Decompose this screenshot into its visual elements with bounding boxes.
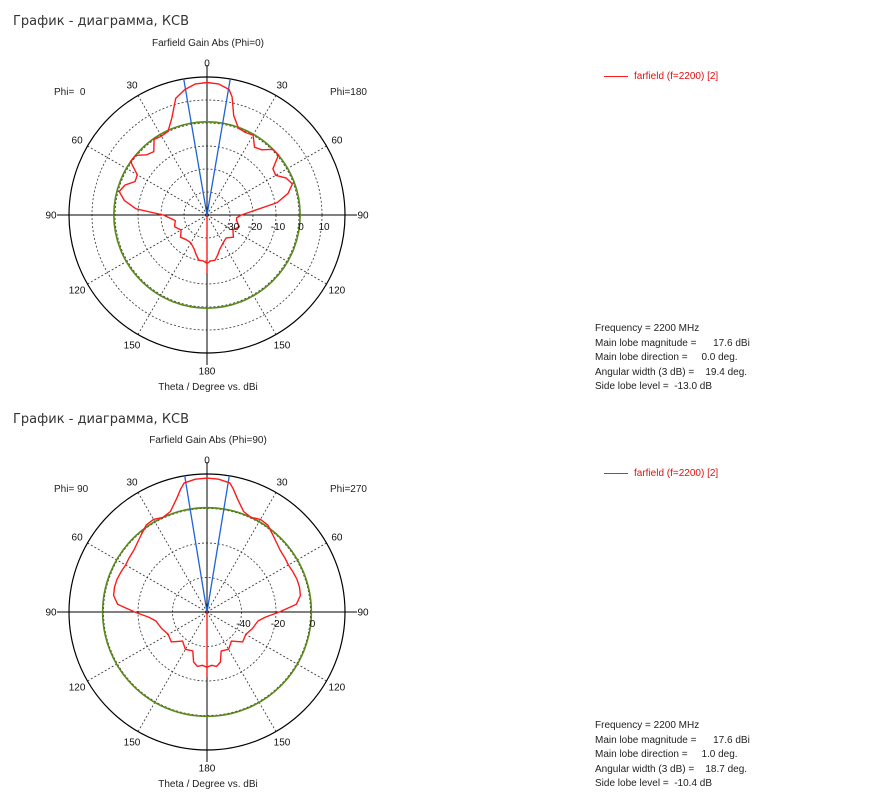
angle-label: 30 (276, 477, 288, 489)
beamwidth-line (185, 476, 207, 612)
angle-label: 90 (357, 607, 369, 619)
legend-label-2: farfield (f=2200) [2] (634, 468, 719, 479)
angle-label: 60 (331, 532, 343, 544)
info-panel-2 (595, 719, 750, 792)
angle-label: 150 (123, 737, 141, 749)
angle-label: 30 (126, 80, 138, 92)
legend-swatch-2 (604, 473, 628, 474)
radial-tick-label: 0 (298, 222, 304, 233)
angle-label: 120 (68, 682, 86, 694)
angle-label: 150 (123, 340, 141, 352)
angle-label: 0 (204, 455, 210, 467)
info-side-lobe-level-2: Side lobe level = -10.4 dB (595, 778, 713, 789)
angle-label: 120 (68, 285, 86, 297)
grid-spoke (87, 543, 207, 612)
radial-tick-label: -10 (270, 222, 286, 233)
info-main-lobe-direction-2: Main lobe direction = 1.0 deg. (595, 749, 738, 760)
x-axis-label-2: Theta / Degree vs. dBi (158, 779, 258, 790)
info-frequency-1: Frequency = 2200 MHz (595, 323, 700, 334)
grid-spoke (138, 612, 207, 732)
info-main-lobe-magnitude-1: Main lobe magnitude = 17.6 dBi (595, 337, 750, 349)
info-side-lobe-level-1: Side lobe level = -13.0 dB (595, 381, 713, 392)
legend-2 (604, 468, 718, 479)
angle-label: 60 (71, 135, 83, 147)
radial-tick-label: 0 (309, 619, 316, 630)
info-frequency-2: Frequency = 2200 MHz (595, 720, 700, 731)
radial-tick-label: -30 (224, 222, 240, 233)
chart-title-2: Farfield Gain Abs (Phi=90) (149, 435, 267, 446)
phi-right-label-2: Phi=270 (330, 484, 367, 495)
x-axis-label-1: Theta / Degree vs. dBi (158, 382, 258, 393)
angle-label: 90 (45, 210, 57, 222)
section-heading-1: График - диаграмма, КСВ (13, 14, 190, 29)
chart-title-1: Farfield Gain Abs (Phi=0) (152, 38, 264, 49)
angle-label: 60 (71, 532, 83, 544)
info-angular-width-1: Angular width (3 dB) = 19.4 deg. (595, 366, 748, 378)
angle-label: 30 (126, 477, 138, 489)
beamwidth-line (207, 476, 229, 612)
phi-left-label-2: Phi= 90 (54, 484, 89, 495)
angle-label: 90 (357, 210, 369, 222)
radial-tick-label: 10 (318, 222, 330, 233)
radial-tick-label: -40 (236, 619, 251, 630)
angle-label: 0 (204, 58, 210, 70)
angle-label: 120 (328, 682, 346, 694)
legend-label-1: farfield (f=2200) [2] (634, 71, 719, 82)
angle-label: 30 (276, 80, 288, 92)
phi-left-label-1: Phi= 0 (54, 87, 86, 98)
angle-label: 180 (198, 763, 216, 775)
phi-right-label-1: Phi=180 (330, 87, 367, 98)
info-main-lobe-magnitude-2: Main lobe magnitude = 17.6 dBi (595, 734, 750, 746)
grid-spoke (207, 612, 327, 681)
angle-label: 150 (273, 737, 291, 749)
angle-label: 120 (328, 285, 346, 297)
radial-tick-label: -20 (247, 222, 263, 233)
grid-spoke (207, 543, 327, 612)
angle-label: 60 (331, 135, 343, 147)
radial-tick-label: -20 (270, 619, 286, 630)
grid-spoke (87, 612, 207, 681)
angle-label: 180 (198, 366, 216, 378)
section-heading-2: График - диаграмма, КСВ (13, 412, 190, 427)
angle-label: 150 (273, 340, 291, 352)
angle-label: 90 (45, 607, 57, 619)
info-main-lobe-direction-1: Main lobe direction = 0.0 deg. (595, 352, 738, 363)
info-angular-width-2: Angular width (3 dB) = 18.7 deg. (595, 763, 748, 775)
